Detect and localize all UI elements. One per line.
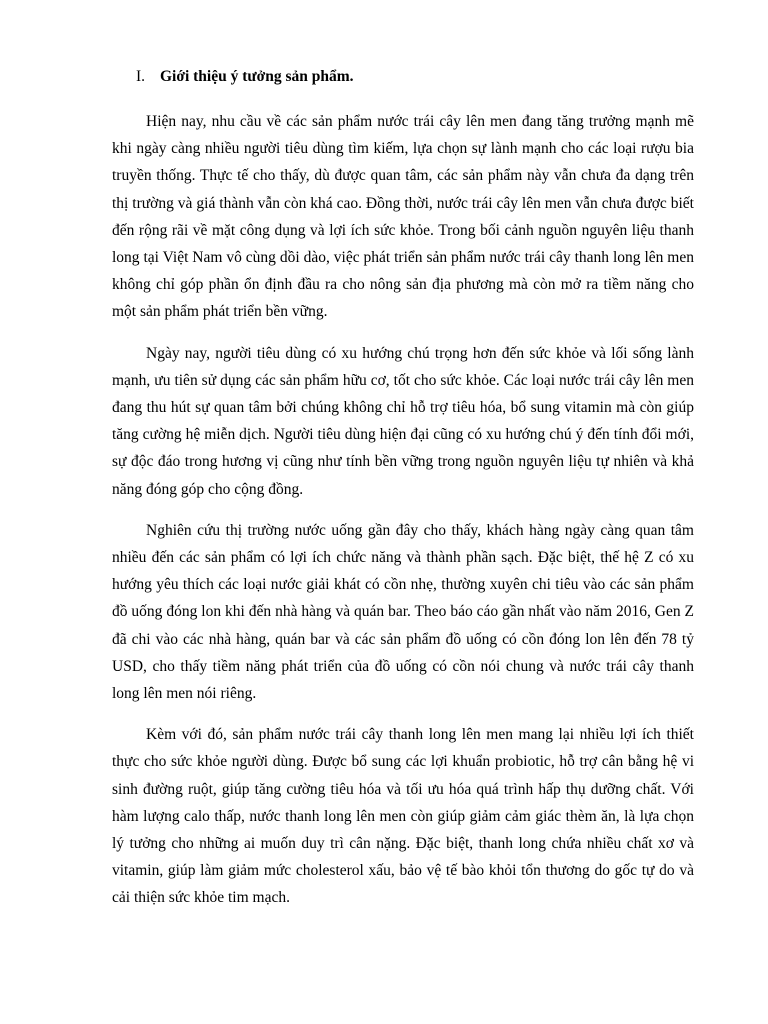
paragraph-market-research: Nghiên cứu thị trường nước uống gần đây cho thấy, khách hàng ngày càng quan tâm nhiều đến các sản phẩm có lợi ích chức năng và thành phần sạch. Đặc biệt, thế hệ Z có xu hướng yêu thích các loại nước giải khát có cồn nhẹ, thường xuyên chi tiêu vào các sản phẩm đồ uống đóng lon khi đến nhà hàng và quán bar. Theo báo cáo gần nhất vào năm 2016, Gen Z đã chi vào các nhà hàng, quán bar và các sản phẩm đồ uống có cồn đóng lon lên đến 78 tỷ USD, cho thấy tiềm năng phát triển của đồ uống có cồn nói chung và nước trái cây thanh long lên men nói riêng. xyxy=(112,521,694,703)
document-body xyxy=(112,108,694,926)
paragraph-health-benefits: Kèm với đó, sản phẩm nước trái cây thanh long lên men mang lại nhiều lợi ích thiết thực cho sức khỏe người dùng. Được bổ sung các lợi khuẩn probiotic, hỗ trợ cân bằng hệ vi sinh đường ruột, giúp tăng cường tiêu hóa và tối ưu hóa quá trình hấp thụ dưỡng chất. Với hàm lượng calo thấp, nước thanh long lên men còn giúp giảm cảm giác thèm ăn, là lựa chọn lý tưởng cho những ai muốn duy trì cân nặng. Đặc biệt, thanh long chứa nhiều chất xơ và vitamin, giúp làm giảm mức cholesterol xấu, bảo vệ tế bào khỏi tổn thương do gốc tự do và cải thiện sức khỏe tim mạch. xyxy=(112,726,694,907)
section-title: Giới thiệu ý tưởng sản phẩm. xyxy=(160,68,354,85)
paragraph-consumer-trends: Ngày nay, người tiêu dùng có xu hướng chú trọng hơn đến sức khỏe và lối sống lành mạnh, ưu tiên sử dụng các sản phẩm hữu cơ, tốt cho sức khỏe. Các loại nước trái cây lên men đang thu hút sự quan tâm bởi chúng không chỉ hỗ trợ tiêu hóa, bổ sung vitamin mà còn giúp tăng cường hệ miễn dịch. Người tiêu dùng hiện đại cũng có xu hướng chú ý đến tính đổi mới, sự độc đáo trong hương vị cũng như tính bền vững trong nguồn nguyên liệu tự nhiên và khả năng đóng góp cho cộng đồng. xyxy=(112,344,694,498)
paragraph-market-demand: Hiện nay, nhu cầu về các sản phẩm nước trái cây lên men đang tăng trưởng mạnh mẽ khi ngày càng nhiều người tiêu dùng tìm kiếm, lựa chọn sự lành mạnh cho các loại rượu bia truyền thống. Thực tế cho thấy, dù được quan tâm, các sản phẩm này vẫn chưa đa dạng trên thị trường và giá thành vẫn còn khá cao. Đồng thời, nước trái cây lên men vẫn chưa được biết đến rộng rãi về mặt công dụng và lợi ích sức khỏe. Trong bối cảnh nguồn nguyên liệu thanh long tại Việt Nam vô cùng dồi dào, việc phát triển sản phẩm nước trái cây thanh long lên men không chỉ góp phần ổn định đầu ra cho nông sản địa phương mà còn mở ra tiềm năng cho một sản phẩm phát triển bền vững. xyxy=(112,113,694,321)
section-number: I. xyxy=(136,68,146,85)
section-heading xyxy=(136,66,354,88)
